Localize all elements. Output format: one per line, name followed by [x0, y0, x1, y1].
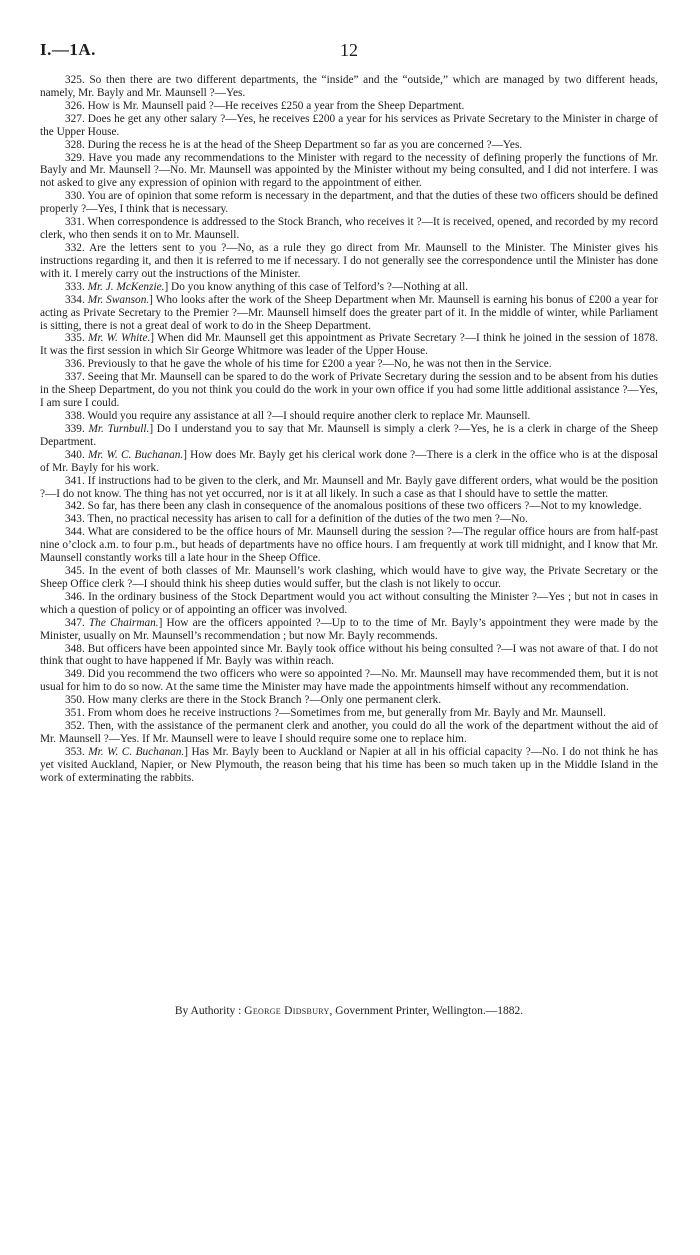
question-text: 344. What are considered to be the office hours of Mr. Maunsell during the session ?—The regular office hours are from half-past nine o’clock a.m. to four p.m., but heads of departments have no office hours. I am frequently at work till midnight, and I know that Mr. Maunsell constantly works till a late hour in the Sheep Office. — [40, 526, 658, 565]
evidence-paragraph — [40, 720, 658, 746]
question-number: 339. — [65, 422, 89, 435]
evidence-paragraph — [40, 565, 658, 591]
question-number: 353. — [65, 745, 89, 758]
question-number: 333. — [65, 280, 88, 293]
evidence-paragraph — [40, 707, 658, 720]
question-text: 325. So then there are two different departments, the “inside” and the “outside,” which are managed by two different heads, namely, Mr. Bayly and Mr. Maunsell ?—Yes. — [40, 74, 658, 99]
question-text: 330. You are of opinion that some reform is necessary in the department, and that the duties of these two officers should be defined properly ?—Yes, I think that is necessary. — [40, 190, 658, 216]
evidence-paragraph — [40, 449, 658, 475]
question-text: 341. If instructions had to be given to the clerk, and Mr. Maunsell and Mr. Bayly gave different orders, what would be the position ?—I do not know. The thing has not yet occurred, nor is it at all likely. In such a case as that I should have to settle the matter. — [40, 474, 658, 500]
question-text: 342. So far, has there been any clash in consequence of the anomalous positions of these two officers ?—Not to my knowledge. — [65, 500, 642, 513]
evidence-paragraph — [40, 410, 658, 423]
speaker-name: Mr. W. C. Buchanan. — [87, 448, 184, 461]
evidence-paragraph — [40, 643, 658, 669]
evidence-paragraph — [40, 242, 658, 281]
speaker-name: Mr. W. C. Buchanan. — [88, 745, 185, 758]
evidence-paragraph — [40, 617, 658, 643]
question-text: ] How does Mr. Bayly get his clerical work done ?—There is a clerk in the office who is at the disposal of Mr. Bayly for his work. — [40, 448, 658, 474]
question-text: 331. When correspondence is addressed to the Stock Branch, who receives it ?—It is received, opened, and recorded by my record clerk, who then sends it on to Mr. Maunsell. — [40, 216, 658, 242]
page-header — [40, 40, 660, 62]
question-text: ] Do I understand you to say that Mr. Maunsell is simply a clerk ?—Yes, he is a clerk in charge of the Sheep Department. — [40, 422, 658, 448]
speaker-name: Mr. Turnbull. — [88, 422, 150, 435]
evidence-paragraph — [40, 475, 658, 501]
question-text: 332. Are the letters sent to you ?—No, as a rule they go direct from Mr. Maunsell to the Minister. The Minister gives his instructions regarding it, and then it is referred to me if necessary. I do not generally see the correspondence until the Minister has done with it. I merely carry out the instructions of the Minister. — [40, 241, 658, 280]
evidence-paragraph — [40, 74, 658, 100]
evidence-paragraph — [40, 746, 658, 785]
evidence-paragraph — [40, 100, 658, 113]
question-text: 348. But officers have been appointed since Mr. Bayly took office without his being consulted ?—I was not aware of that. I do not think that ought to have happened if Mr. Bayly was within reach. — [40, 642, 658, 668]
question-number: 347. — [65, 616, 89, 629]
question-text: 338. Would you require any assistance at all ?—I should require another clerk to replace Mr. Maunsell. — [65, 409, 531, 422]
printer-name: George Didsbury — [244, 1005, 330, 1017]
question-text: ] Who looks after the work of the Sheep Department when Mr. Maunsell is earning his bonus of £200 a year for acting as Private Secretary to the Premier ?—Mr. Maunsell himself does the greater part of it. In the middle of winter, while Parliament is sitting, there is not a great deal of work to do in the Sheep Department. — [40, 293, 658, 332]
question-text: 326. How is Mr. Maunsell paid ?—He receives £250 a year from the Sheep Department. — [65, 99, 465, 112]
question-number: 334. — [65, 293, 88, 306]
evidence-paragraph — [40, 591, 658, 617]
evidence-paragraph — [40, 500, 658, 513]
page-number: 12 — [340, 40, 358, 60]
printer-imprint — [40, 1005, 658, 1017]
question-text: 352. Then, with the assistance of the permanent clerk and another, you could do all the work of the department without the aid of Mr. Maunsell ?—Yes. If Mr. Maunsell were to leave I should require some one to replace him. — [40, 720, 658, 746]
evidence-paragraph — [40, 281, 658, 294]
evidence-paragraph — [40, 332, 658, 358]
evidence-text — [40, 74, 658, 785]
question-text: 346. In the ordinary business of the Stock Department would you act without consulting the Minister ?—Yes ; but not in cases in which a question of policy or of appointing an officer was involved. — [40, 590, 658, 616]
question-text: 350. How many clerks are there in the Stock Branch ?—Only one permanent clerk. — [65, 694, 442, 707]
speaker-name: Mr. J. McKenzie. — [87, 280, 165, 293]
speaker-name: The Chairman. — [88, 616, 159, 629]
question-text: 337. Seeing that Mr. Maunsell can be spared to do the work of Private Secretary during the session and to be absent from his duties in the Sheep Department, do you not think you could do the work in your own office if you had some little additional assistance ?—Yes, I am sure I could. — [40, 371, 658, 410]
question-text: ] When did Mr. Maunsell get this appointment as Private Secretary ?—I think he joined in the session of 1878. It was the first session in which Sir George Whitmore was leader of the Upper House. — [40, 332, 659, 358]
question-text: 349. Did you recommend the two officers who were so appointed ?—No. Mr. Maunsell may have recommended them, but it is not usual for him to do so now. At the same time the Minister may have made the appointments himself without any recommendation. — [40, 668, 658, 694]
question-number: 340. — [65, 448, 88, 461]
question-number: 335. — [65, 332, 89, 345]
evidence-paragraph — [40, 423, 658, 449]
speaker-name: Mr. W. White. — [88, 332, 151, 345]
question-text: 336. Previously to that he gave the whole of his time for £200 a year ?—No, he was not then in the Service. — [65, 358, 552, 371]
evidence-paragraph — [40, 358, 658, 371]
evidence-paragraph — [40, 216, 658, 242]
question-text: 345. In the event of both classes of Mr. Maunsell’s work clashing, which would have to give way, the Private Secretary or the Sheep Office clerk ?—I should think his sheep duties would suffer, but the clash is not likely to occur. — [40, 565, 658, 590]
page-id: I.—1A. — [40, 40, 96, 59]
evidence-paragraph — [40, 371, 658, 410]
imprint-suffix: , Government Printer, Wellington.—1882. — [329, 1005, 524, 1017]
evidence-paragraph — [40, 113, 658, 139]
question-text: 343. Then, no practical necessity has arisen to call for a definition of the duties of the two men ?—No. — [65, 513, 528, 526]
question-text: 329. Have you made any recommendations to the Minister with regard to the necessity of defining properly the functions of Mr. Bayly and Mr. Maunsell ?—No. Mr. Maunsell was appointed by the Minister without my being consulted, and I did not interfere. I was not asked to give any expression of opinion with regard to the appointment of either. — [40, 151, 658, 190]
evidence-paragraph — [40, 152, 658, 191]
evidence-paragraph — [40, 526, 658, 565]
evidence-paragraph — [40, 694, 658, 707]
question-text: 328. During the recess he is at the head of the Sheep Department so far as you are concerned ?—Yes. — [65, 138, 523, 151]
evidence-paragraph — [40, 190, 658, 216]
question-text: ] Do you know anything of this case of Telford’s ?—Nothing at all. — [164, 280, 469, 293]
question-text: ] How are the officers appointed ?—Up to to the time of Mr. Bayly’s appointment they were made by the Minister, usually on Mr. Maunsell’s recommendation ; but now Mr. Bayly recommends. — [40, 616, 658, 642]
evidence-paragraph — [40, 668, 658, 694]
question-text: 327. Does he get any other salary ?—Yes, he receives £200 a year for his services as Private Secretary to the Minister in charge of the Upper House. — [40, 112, 658, 138]
imprint-prefix: By Authority : — [174, 1005, 245, 1017]
evidence-paragraph — [40, 294, 658, 333]
question-text: 351. From whom does he receive instructions ?—Sometimes from me, but generally from Mr. Bayly and Mr. Maunsell. — [65, 707, 606, 720]
speaker-name: Mr. Swanson. — [87, 293, 150, 306]
evidence-paragraph — [40, 513, 658, 526]
question-text: ] Has Mr. Bayly been to Auckland or Napier at all in his official capacity ?—No. I do not think he has yet visited Auckland, Napier, or New Plymouth, the reason being that his time has been so much taken up in the Middle Island in the work of exterminating the rabbits. — [40, 745, 658, 784]
evidence-paragraph — [40, 139, 658, 152]
